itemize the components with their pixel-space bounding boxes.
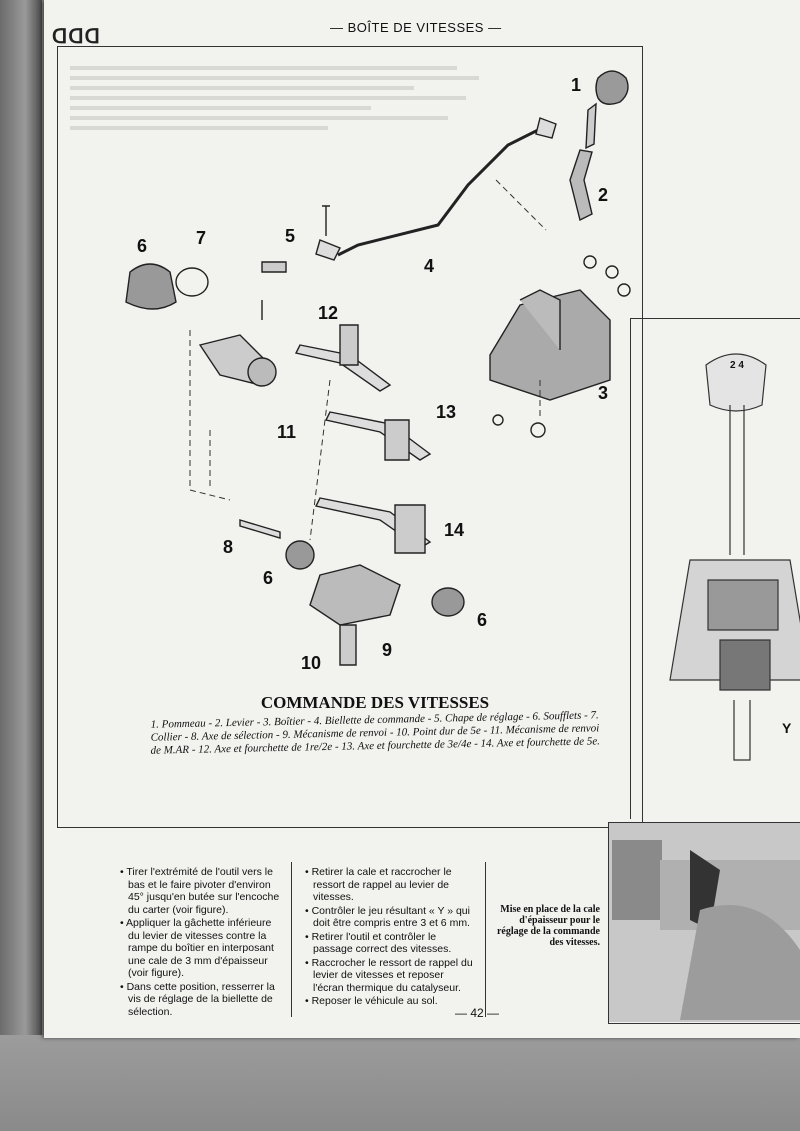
callout-8: 8 <box>223 537 234 557</box>
callout-1: 1 <box>571 75 582 95</box>
photo-caption: Mise en place de la cale d'épaisseur pour le réglage de la commande des vitesses. <box>496 904 600 948</box>
publisher-logo: ᗡᗡᗡ <box>52 26 102 48</box>
page-number: — 42 — <box>455 1006 500 1020</box>
cross-section-label: 2 4 <box>730 360 744 371</box>
callout-12: 12 <box>318 303 339 323</box>
column-divider <box>485 862 486 1017</box>
callout-6a: 6 <box>137 236 148 256</box>
callout-7: 7 <box>196 228 207 248</box>
y-clearance-label: Y <box>782 720 792 736</box>
running-head: — BOÎTE DE VITESSES — <box>330 20 502 35</box>
instruction-paragraph: • Tirer l'extrémité de l'outil vers le bas et le faire pivoter d'environ 45° jusqu'en butée sur l'encoche du carter (voir figure). <box>120 866 280 916</box>
callout-9: 9 <box>382 640 393 660</box>
instruction-paragraph: • Retirer l'outil et contrôler le passage correct des vitesses. <box>305 930 452 955</box>
callout-3: 3 <box>598 383 609 403</box>
cross-section-panel <box>630 318 800 819</box>
callout-11: 11 <box>277 422 297 442</box>
column-divider <box>291 862 292 1017</box>
photo-frame <box>608 822 800 1024</box>
callout-6c: 6 <box>477 610 488 630</box>
knob-part <box>596 71 628 104</box>
callout-2: 2 <box>598 185 609 205</box>
callout-14: 14 <box>444 520 465 540</box>
instruction-paragraph: • Reposer le véhicule au sol. <box>305 995 438 1007</box>
callout-4: 4 <box>424 256 435 276</box>
instruction-paragraph: • Dans cette position, resserrer la vis de réglage de la biellette de sélection. <box>120 980 275 1018</box>
figure-title: COMMANDE DES VITESSES <box>260 693 490 712</box>
instruction-paragraph: • Appliquer la gâchette inférieure du levier de vitesses contre la rampe du boîtier en interposant une cale de 3 mm d'épaisseur (voir figure). <box>120 917 274 979</box>
instruction-paragraph: • Contrôler le jeu résultant « Y » qui doit être compris entre 3 et 6 mm. <box>305 904 470 929</box>
callout-13: 13 <box>436 402 457 422</box>
figure-legend: 1. Pommeau - 2. Levier - 3. Boîtier - 4. Biellette de commande - 5. Chape de réglage - 6. Soufflets - 7. Collier - 8. Axe de sélection - 9. Mécanisme de renvoi - 10. Point dur de 5e - 11. Mécanisme de renvoi de M.AR - 12. Axe et fourchette de 1re/2e - 13. Axe et fourchette de 3e/4e - 14. Axe et fourchette de 5e. <box>150 709 601 757</box>
instructions-column-2 <box>305 866 475 1009</box>
instruction-paragraph: • Raccrocher le ressort de rappel du levier de vitesses et reposer l'écran thermique du catalyseur. <box>305 956 473 994</box>
instruction-paragraph: • Retirer la cale et raccrocher le ressort de rappel au levier de vitesses. <box>305 866 452 903</box>
callout-10: 10 <box>301 653 322 673</box>
instructions-column-1 <box>120 866 284 1019</box>
callout-6b: 6 <box>263 568 274 588</box>
callout-5: 5 <box>285 226 296 246</box>
